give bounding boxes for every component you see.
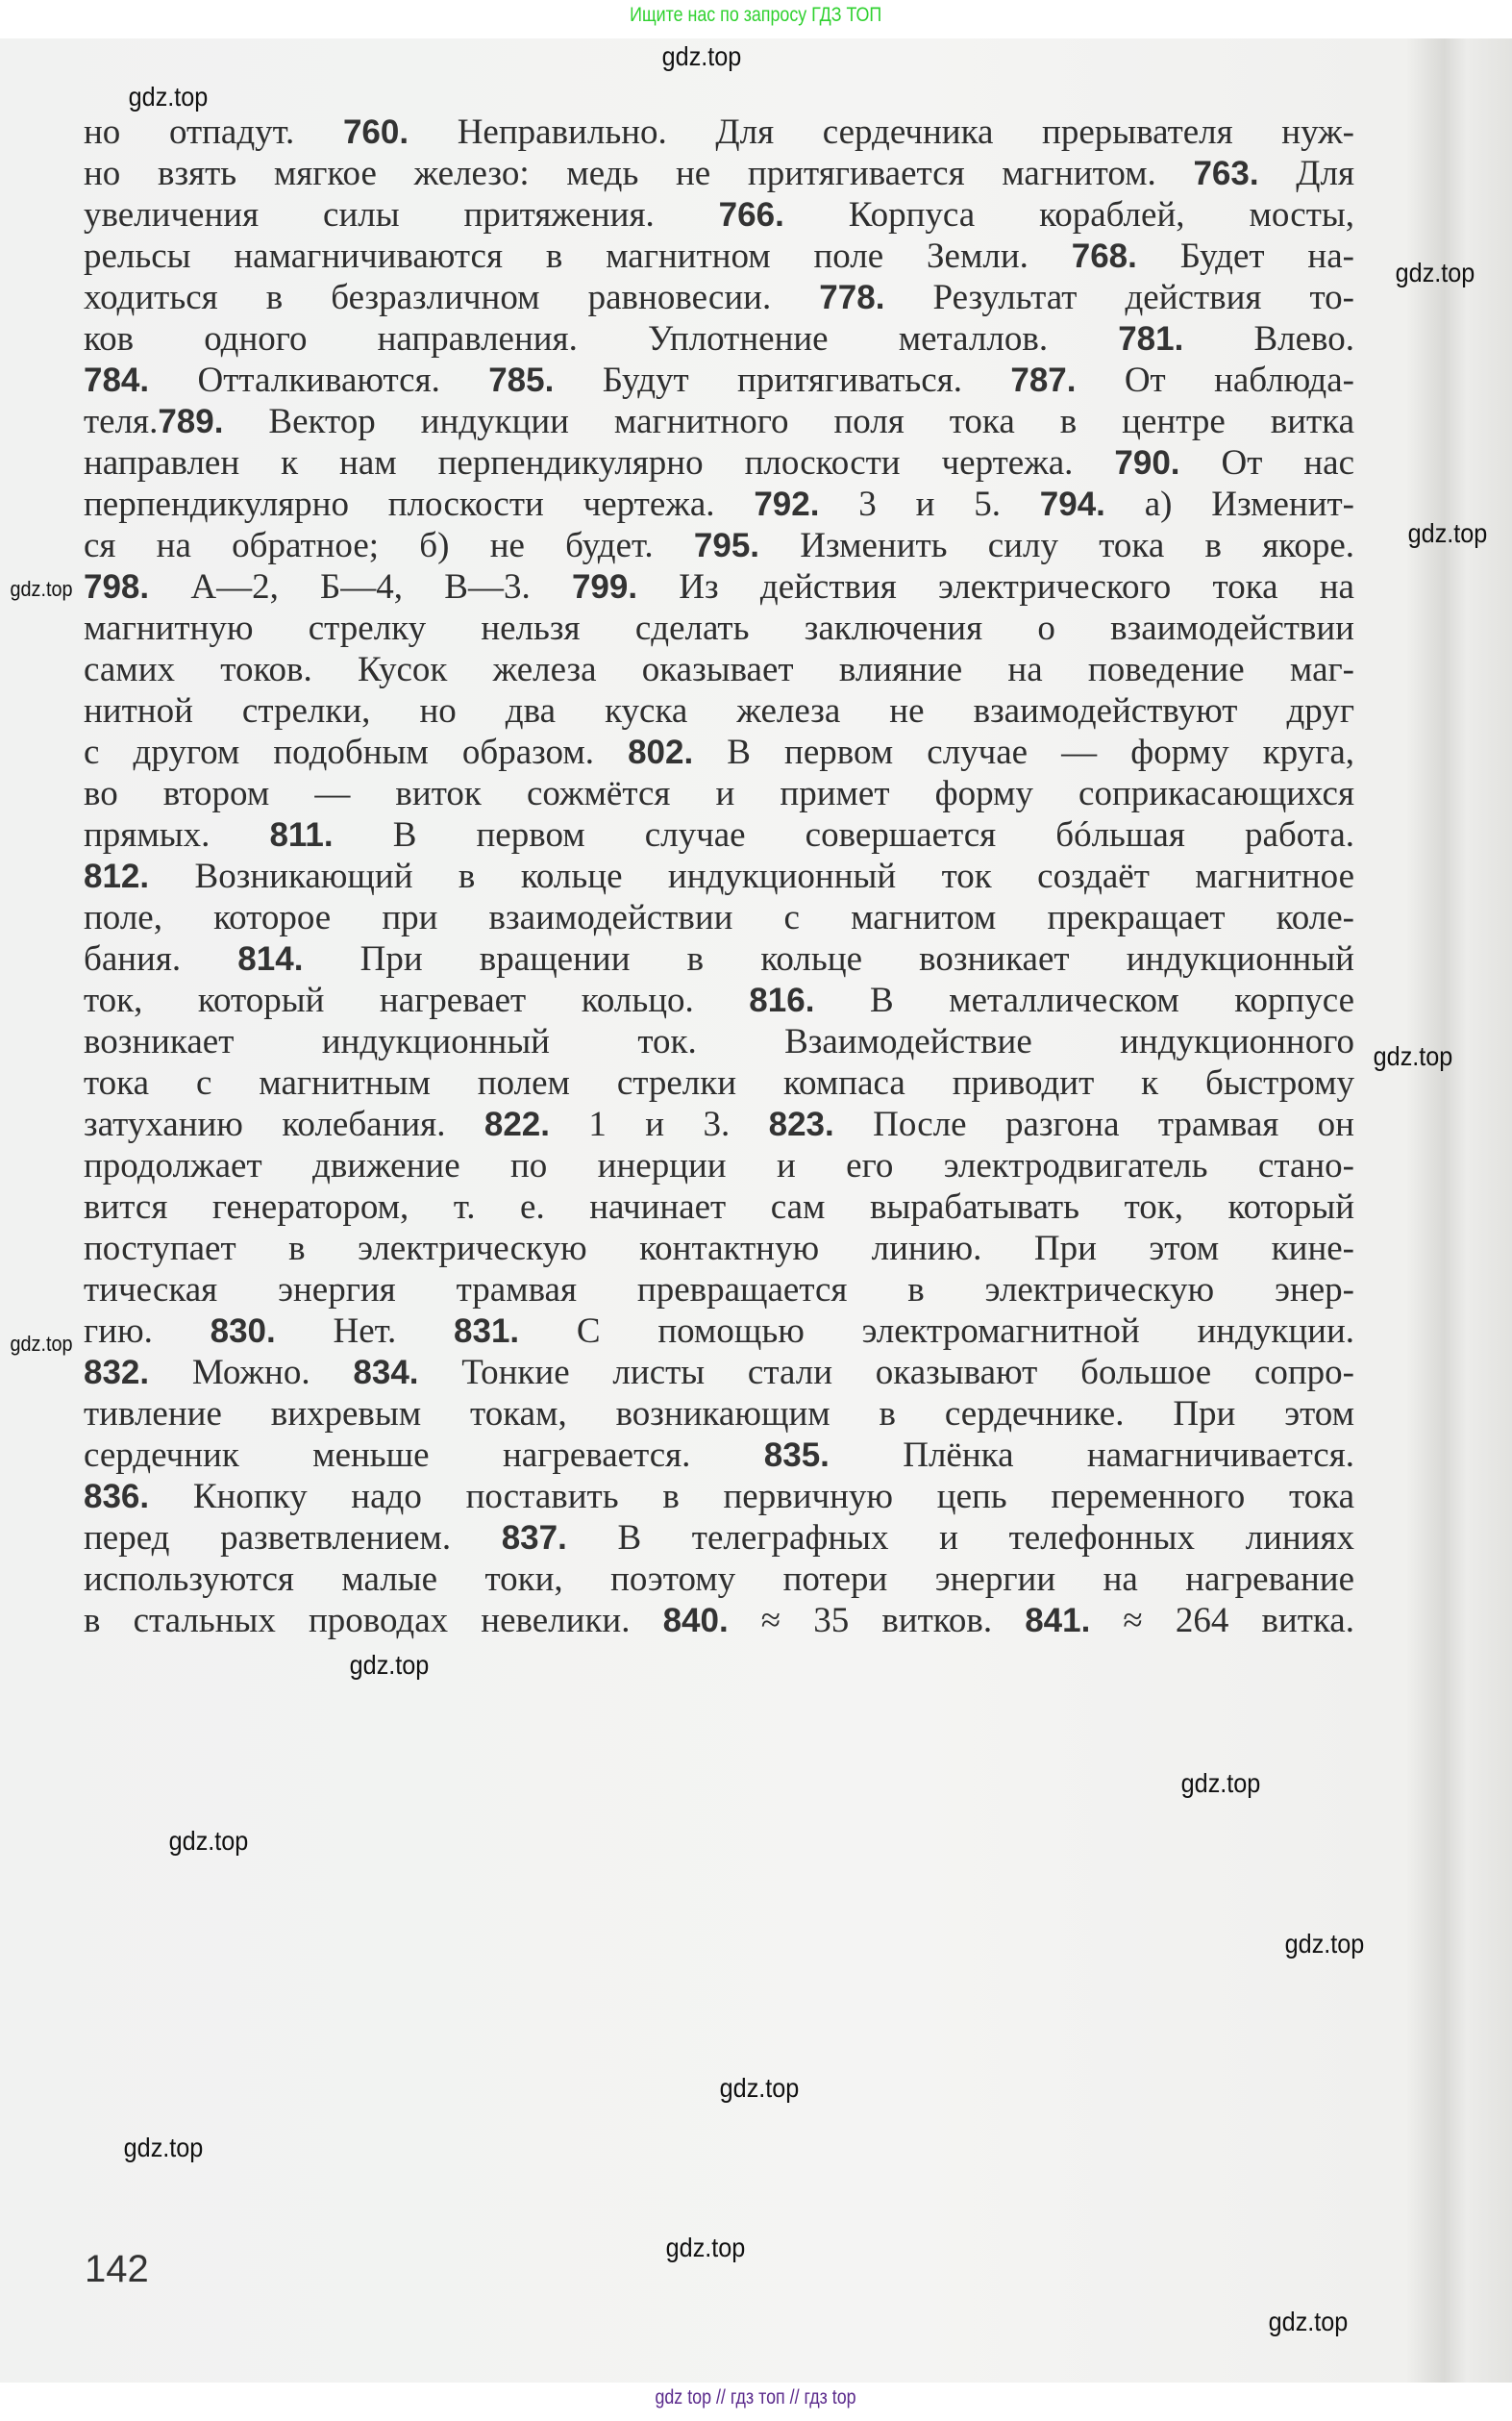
answer-number: 814. xyxy=(237,940,304,978)
text-line xyxy=(84,1559,1354,1600)
text-line xyxy=(84,649,1354,690)
answer-text: в стальных проводах невелики. xyxy=(84,1601,663,1640)
answer-number: 830. xyxy=(210,1312,276,1350)
text-line xyxy=(84,1104,1354,1145)
watermark: gdz.top xyxy=(128,82,209,112)
text-line xyxy=(84,1476,1354,1517)
answers-text xyxy=(84,112,1354,1641)
answer-text: направлен к нам перпендикулярно плоскости чертежа. xyxy=(84,443,1115,483)
answer-number: 840. xyxy=(662,1602,729,1639)
answer-text: ≈ 35 витков. xyxy=(728,1601,1026,1640)
text-line xyxy=(84,814,1354,856)
answer-text: Возникающий в кольце индукционный ток создаёт магнитное xyxy=(149,857,1354,896)
text-line xyxy=(84,1393,1354,1435)
answer-number: 799. xyxy=(571,568,638,606)
answer-text: вится генератором, т. е. начинает сам вырабатывать ток, который xyxy=(84,1187,1354,1227)
text-line xyxy=(84,1021,1354,1062)
answer-text: 1 и 3. xyxy=(549,1105,769,1144)
answer-number: 837. xyxy=(501,1519,567,1557)
answer-number: 792. xyxy=(754,486,820,523)
answer-text: ток, который нагревает кольцо. xyxy=(84,981,750,1020)
answer-number: 795. xyxy=(693,527,760,564)
answer-text: В первом случае совершается бóльшая работа. xyxy=(333,815,1355,855)
answer-text: но отпадут. xyxy=(84,112,343,152)
answer-text: ≈ 264 витка. xyxy=(1090,1601,1354,1640)
answer-text: а) Изменит- xyxy=(1104,485,1355,524)
text-line xyxy=(84,1062,1354,1104)
answer-text: От нас xyxy=(1179,443,1354,483)
answer-text: гию. xyxy=(84,1311,211,1351)
watermark: gdz.top xyxy=(1407,518,1488,548)
watermark: gdz.top xyxy=(1395,258,1475,287)
watermark: gdz.top xyxy=(665,2233,746,2262)
answer-text: ков одного направления. Уплотнение металлов. xyxy=(84,319,1119,359)
text-line xyxy=(84,525,1354,566)
answer-text: Вектор индукции магнитного поля тока в центре витка xyxy=(223,402,1354,441)
answer-text: затуханию колебания. xyxy=(84,1105,484,1144)
answer-number: 763. xyxy=(1193,155,1259,192)
banner-text: Ищите нас по запросу ГДЗ ТОП xyxy=(630,4,882,26)
answer-number: 794. xyxy=(1039,486,1105,523)
answer-text: Нет. xyxy=(275,1311,455,1351)
text-line xyxy=(84,732,1354,773)
answer-text: тока с магнитным полем стрелки компаса приводит к быстрому xyxy=(84,1063,1354,1103)
answer-number: 823. xyxy=(768,1106,834,1143)
answer-text: 3 и 5. xyxy=(819,485,1040,524)
answer-text: прямых. xyxy=(84,815,270,855)
answer-number: 785. xyxy=(488,362,555,399)
text-line xyxy=(84,566,1354,608)
search-banner xyxy=(0,0,1512,38)
answer-text: Для xyxy=(1258,154,1354,193)
text-line xyxy=(84,938,1354,980)
answer-text: От наблюда- xyxy=(1076,361,1355,400)
answer-text: Будет на- xyxy=(1136,237,1354,276)
text-line xyxy=(84,401,1354,442)
watermark: gdz.top xyxy=(168,1826,249,1856)
footer-text: gdz top // гдз топ // гдз top xyxy=(655,2386,857,2409)
text-line xyxy=(84,360,1354,401)
answer-number: 831. xyxy=(454,1312,520,1350)
answer-number: 768. xyxy=(1071,237,1137,275)
text-line xyxy=(84,1228,1354,1269)
answer-number: 778. xyxy=(819,279,885,316)
answer-number: 787. xyxy=(1010,362,1077,399)
text-line xyxy=(84,236,1354,277)
text-line xyxy=(84,856,1354,897)
watermark: gdz.top xyxy=(719,2073,800,2103)
answer-text: сердечник меньше нагревается. xyxy=(84,1435,764,1475)
answer-text: магнитную стрелку нельзя сделать заключения о взаимодействии xyxy=(84,609,1354,648)
answer-text: самих токов. Кусок железа оказывает влияние на поведение маг- xyxy=(84,650,1354,689)
answer-text: увеличения силы притяжения. xyxy=(84,195,719,235)
answer-text: А—2, Б—4, В—3. xyxy=(149,567,572,607)
text-line xyxy=(84,1435,1354,1476)
answer-number: 781. xyxy=(1118,320,1184,358)
text-line xyxy=(84,442,1354,484)
answer-text: В телеграфных и телефонных линиях xyxy=(566,1518,1354,1558)
answer-text: В металлическом корпусе xyxy=(814,981,1354,1020)
answer-text: В первом случае — форму круга, xyxy=(693,733,1354,772)
watermark: gdz.top xyxy=(123,2133,204,2162)
answer-text: Можно. xyxy=(149,1353,354,1392)
answer-text: поле, которое при взаимодействии с магнитом прекращает коле- xyxy=(84,898,1354,937)
answer-text: продолжает движение по инерции и его электродвигатель стано- xyxy=(84,1146,1354,1186)
text-line xyxy=(84,153,1354,194)
answer-number: 760. xyxy=(342,113,409,151)
answer-text: во втором — виток сожмётся и примет форму соприкасающихся xyxy=(84,774,1354,813)
answer-text: перпендикулярно плоскости чертежа. xyxy=(84,485,755,524)
watermark: gdz.top xyxy=(661,41,742,71)
answer-number: 841. xyxy=(1025,1602,1091,1639)
answer-text: ся на обратное; б) не будет. xyxy=(84,526,694,565)
answer-text: с другом подобным образом. xyxy=(84,733,629,772)
answer-text: теля. xyxy=(84,402,159,441)
text-line xyxy=(84,277,1354,318)
text-line xyxy=(84,897,1354,938)
answer-text: Неправильно. Для сердечника прерывателя нуж- xyxy=(409,112,1355,152)
text-line xyxy=(84,1145,1354,1186)
answer-number: 822. xyxy=(483,1106,550,1143)
text-line xyxy=(84,608,1354,649)
text-line xyxy=(84,773,1354,814)
watermark: gdz.top xyxy=(1284,1929,1365,1959)
answer-text: Результат действия то- xyxy=(884,278,1354,317)
text-line xyxy=(84,980,1354,1021)
answer-text: Плёнка намагничивается. xyxy=(829,1435,1354,1475)
answer-number: 802. xyxy=(628,734,694,771)
answer-number: 834. xyxy=(353,1354,419,1391)
answer-number: 811. xyxy=(269,816,334,854)
answer-text: Отталкиваются. xyxy=(149,361,489,400)
answer-text: Кнопку надо поставить в первичную цепь переменного тока xyxy=(149,1477,1354,1516)
watermark: gdz.top xyxy=(1268,2307,1349,2336)
answer-text: Влево. xyxy=(1183,319,1354,359)
text-line xyxy=(84,484,1354,525)
answer-text: перед разветвлением. xyxy=(84,1518,502,1558)
footer-banner xyxy=(0,2383,1512,2421)
text-line xyxy=(84,194,1354,236)
textbook-page xyxy=(0,38,1512,2383)
text-line xyxy=(84,690,1354,732)
answer-text: Тонкие листы стали оказывают большое сопро- xyxy=(418,1353,1355,1392)
answer-number: 789. xyxy=(158,403,224,440)
answer-number: 798. xyxy=(84,568,150,606)
text-line xyxy=(84,1310,1354,1352)
answer-text: После разгона трамвая он xyxy=(833,1105,1354,1144)
answer-text: но взять мягкое железо: медь не притягивается магнитом. xyxy=(84,154,1194,193)
text-line xyxy=(84,112,1354,153)
watermark: gdz.top xyxy=(349,1650,430,1680)
answer-text: Корпуса кораблей, мосты, xyxy=(783,195,1354,235)
text-line xyxy=(84,1517,1354,1559)
answer-text: ходиться в безразличном равновесии. xyxy=(84,278,820,317)
answer-number: 832. xyxy=(84,1354,150,1391)
text-line xyxy=(84,1186,1354,1228)
answer-text: возникает индукционный ток. Взаимодействие индукционного xyxy=(84,1022,1354,1061)
answer-text: нитной стрелки, но два куска железа не взаимодействуют друг xyxy=(84,691,1354,731)
answer-number: 766. xyxy=(718,196,784,234)
answer-text: рельсы намагничиваются в магнитном поле Земли. xyxy=(84,237,1072,276)
watermark: gdz.top xyxy=(1180,1768,1261,1798)
answer-number: 812. xyxy=(84,858,150,895)
answer-text: тическая энергия трамвая превращается в электрическую энер- xyxy=(84,1270,1354,1310)
answer-text: С помощью электромагнитной индукции. xyxy=(519,1311,1355,1351)
answer-text: тивление вихревым токам, возникающим в сердечнике. При этом xyxy=(84,1394,1354,1434)
text-line xyxy=(84,1352,1354,1393)
answer-text: бания. xyxy=(84,939,238,979)
watermark: gdz.top xyxy=(10,1332,73,1356)
answer-text: Изменить силу тока в якоре. xyxy=(759,526,1354,565)
text-line xyxy=(84,1269,1354,1310)
watermark: gdz.top xyxy=(10,577,73,601)
answer-number: 835. xyxy=(763,1436,830,1474)
page-number: 142 xyxy=(85,2248,149,2290)
answer-text: поступает в электрическую контактную линию. При этом кине- xyxy=(84,1229,1354,1268)
answer-text: Будут притягиваться. xyxy=(554,361,1011,400)
text-line xyxy=(84,1600,1354,1641)
answer-text: Из действия электрического тока на xyxy=(637,567,1354,607)
answer-number: 790. xyxy=(1114,444,1180,482)
answer-number: 784. xyxy=(84,362,150,399)
answer-number: 816. xyxy=(749,982,815,1019)
watermark: gdz.top xyxy=(1373,1041,1453,1071)
answer-number: 836. xyxy=(84,1478,150,1515)
answer-text: При вращении в кольце возникает индукционный xyxy=(303,939,1354,979)
text-line xyxy=(84,318,1354,360)
answer-text: используются малые токи, поэтому потери энергии на нагревание xyxy=(84,1560,1354,1599)
